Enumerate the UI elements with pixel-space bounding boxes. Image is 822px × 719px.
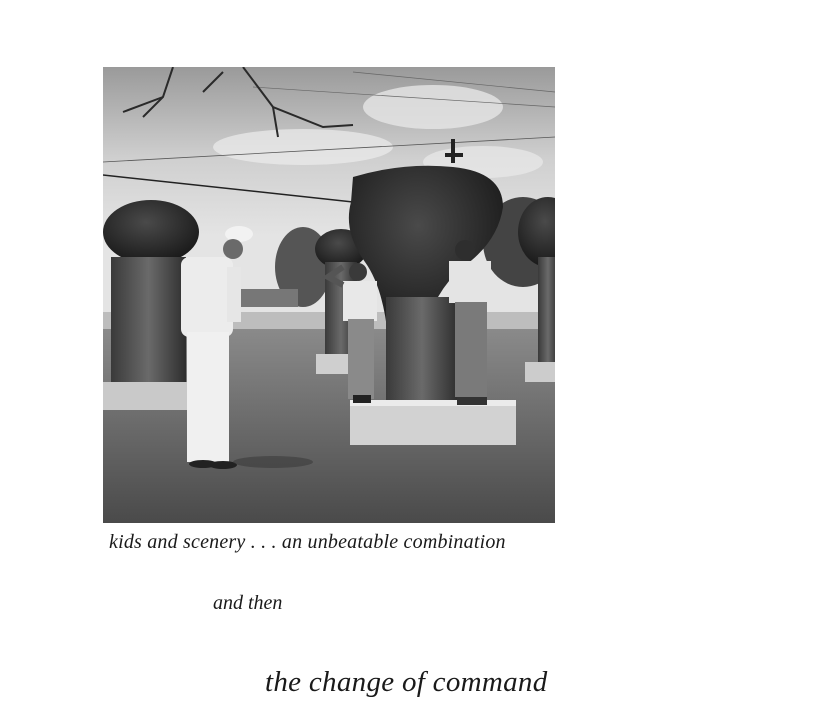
photograph (103, 67, 555, 523)
photo-caption: kids and scenery . . . an unbeatable combination (109, 531, 506, 553)
transition-text: and then (213, 592, 283, 614)
standing-boy (449, 240, 491, 405)
section-heading: the change of command (265, 666, 548, 698)
